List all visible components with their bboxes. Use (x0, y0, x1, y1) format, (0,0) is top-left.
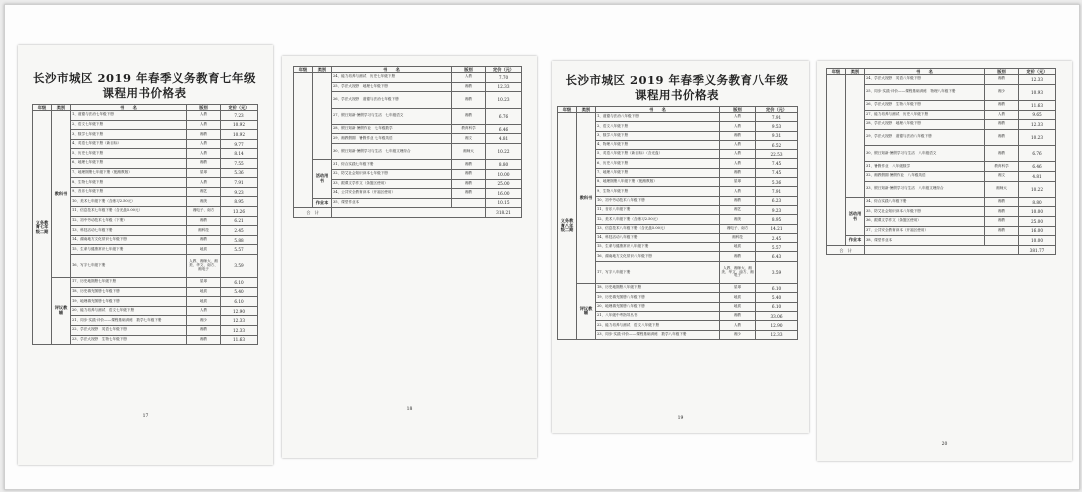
book-title: 19、历史填充图册八年级下册 (596, 293, 720, 302)
book-publisher: 人教 (720, 140, 756, 149)
book-title: 38、课堂作业本 (865, 236, 985, 246)
book-price: 9.65 (1019, 110, 1056, 120)
book-price: 12.90 (756, 321, 798, 330)
book-publisher: 湘科技 (187, 226, 221, 236)
book-title: 18、历史地图册八年级下册 (596, 284, 720, 293)
book-price: 6.10 (221, 277, 258, 287)
category-label: 评议教辅 (577, 284, 596, 340)
book-publisher: 人教 (187, 111, 221, 121)
header-price: 定价（元） (221, 105, 258, 111)
page-subtitle: 课程用书价格表 (635, 88, 719, 102)
book-publisher: 湘师大 (985, 181, 1019, 197)
book-publisher: 湘少 (985, 84, 1019, 100)
book-price: 8.80 (486, 160, 522, 170)
book-title: 28、学法大视野 地理八年级下册 (865, 120, 985, 130)
book-publisher: 湘教 (985, 100, 1019, 110)
book-price: 10.15 (486, 198, 522, 208)
book-publisher: 湘教 (985, 226, 1019, 236)
book-price: 12.33 (756, 330, 798, 339)
book-title: 27、能力培养与测试 历史八年级下册 (865, 110, 985, 120)
book-title: 3、数学七年级下册 (71, 130, 187, 140)
book-publisher: 湘教 (187, 158, 221, 168)
book-publisher: 湘教 (720, 168, 756, 177)
book-publisher: 湘教 (985, 120, 1019, 130)
book-price: 9.31 (756, 131, 798, 140)
book-price: 3.59 (756, 261, 798, 283)
book-title: 6、历史八年级下册 (596, 159, 720, 168)
table-row (827, 75, 1056, 85)
book-publisher: 地质 (187, 245, 221, 255)
book-publisher: 星球 (187, 168, 221, 178)
book-price: 7.91 (756, 113, 798, 122)
book-price: 16.00 (1019, 226, 1056, 236)
header-title: 书 名 (865, 69, 985, 75)
book-price: 6.46 (486, 124, 522, 134)
book-publisher: 人教、湘师大、湘美、华文、南方、湘电子 (187, 254, 221, 277)
book-publisher: 地质 (187, 297, 221, 307)
book-publisher: 地质 (720, 243, 756, 252)
header-category: 类别 (52, 105, 71, 111)
table-row (33, 111, 258, 121)
book-publisher: 星球 (187, 277, 221, 287)
book-publisher: 地质 (720, 293, 756, 302)
book-publisher: 湘教 (452, 92, 486, 108)
header-price: 定价（元） (756, 107, 798, 113)
price-table (557, 106, 798, 340)
book-title: 4、物理八年级下册 (596, 140, 720, 149)
page-17 (18, 45, 273, 465)
book-title: 27、假日知新·暑假学习与生活 七年级语文 (332, 108, 452, 124)
book-publisher: 湘文 (985, 171, 1019, 181)
book-publisher: 湘教 (187, 130, 221, 140)
total-row (294, 208, 522, 218)
book-title: 31、暑假作业 八年级数学 (865, 162, 985, 172)
category-label: 活动用书 (846, 197, 865, 235)
book-price: 6.21 (221, 216, 258, 226)
book-title: 30、假日知新·暑假学习与生活 八年级语文 (865, 146, 985, 162)
total-label: 合 计 (294, 208, 332, 218)
book-title: 37、公共安全教育读本（开福区使用） (865, 226, 985, 236)
header-title: 书 名 (332, 67, 452, 73)
header-price: 定价（元） (1019, 69, 1056, 75)
book-price: 10.92 (221, 130, 258, 140)
book-title: 16、写字七年级下册 (71, 254, 187, 277)
page-number: 20 (941, 442, 948, 447)
book-price: 6.76 (486, 108, 522, 124)
book-title: 35、课堂作业本 (332, 198, 452, 208)
table-row (33, 277, 258, 287)
book-title: 25、学法大视野 地理七年级下册 (332, 82, 452, 92)
book-price: 13.26 (221, 206, 258, 216)
table-row (558, 113, 798, 122)
book-price: 7.45 (756, 159, 798, 168)
book-price: 5.88 (221, 235, 258, 245)
category-label: 教科书 (52, 111, 71, 278)
book-price: 12.33 (1019, 75, 1056, 85)
book-title: 26、学法大视野 生物八年级下册 (865, 100, 985, 110)
header-title: 书 名 (596, 107, 720, 113)
total-row (827, 245, 1056, 255)
book-publisher: 人教 (187, 139, 221, 149)
book-title: 32、湘教假期 暑假作业 八年级英语 (865, 171, 985, 181)
header-price: 定价（元） (486, 67, 522, 73)
book-title: 29、学法大视野 道德与法治八年级下册 (865, 129, 985, 145)
book-title: 21、八年级中考指导丛书 (596, 311, 720, 320)
book-price: 12.33 (486, 82, 522, 92)
book-publisher: 湘艺 (187, 187, 221, 197)
book-title: 4、英语七年级下册（新目标） (71, 139, 187, 149)
book-publisher: 人教 (985, 110, 1019, 120)
book-publisher: 人教、湘师大、湘美、华文、南方、湘电子 (720, 261, 756, 283)
book-publisher: 人教 (720, 159, 756, 168)
book-price: 5.36 (756, 178, 798, 187)
book-price: 2.45 (756, 233, 798, 242)
total-spacer (865, 245, 1019, 255)
book-title: 34、综合实践八年级下册 (865, 197, 985, 207)
book-price: 14.21 (756, 224, 798, 233)
book-title: 31、综合实践七年级下册 (332, 160, 452, 170)
book-price: 6.10 (756, 284, 798, 293)
table-row (294, 160, 522, 170)
book-title: 12、初中劳动技术七年级（下册） (71, 216, 187, 226)
page-number: 19 (677, 416, 684, 421)
book-price: 2.45 (221, 226, 258, 236)
total-value: 318.21 (486, 208, 522, 218)
book-price: 6.43 (756, 252, 798, 261)
category-label: 活动用书 (313, 160, 332, 198)
book-publisher: 湘教 (452, 82, 486, 92)
book-price: 5.40 (756, 293, 798, 302)
book-title: 23、学法大视野 生物七年级下册 (71, 335, 187, 345)
book-title: 11、音乐八年级下册 (596, 205, 720, 214)
book-title: 13、信息技术八年级下册（含光盘5.00元） (596, 224, 720, 233)
book-price: 9.77 (221, 139, 258, 149)
book-title: 5、英语八年级下册（新目标）（含光盘） (596, 150, 720, 159)
book-price: 10.00 (1019, 236, 1056, 246)
table-row (294, 198, 522, 208)
book-publisher (452, 198, 486, 208)
book-title: 7、地理八年级下册 (596, 168, 720, 177)
book-price: 4.81 (486, 134, 522, 144)
page-number: 17 (142, 414, 149, 419)
book-publisher: 湘教 (720, 131, 756, 140)
book-title: 32、防艾社会知识读本七年级下册 (332, 169, 452, 179)
book-price: 9.23 (756, 205, 798, 214)
book-publisher: 湘教 (452, 179, 486, 189)
header-category: 类别 (577, 107, 596, 113)
book-title: 10、初中劳动技术八年级下册 (596, 196, 720, 205)
book-publisher (985, 236, 1019, 246)
book-publisher: 湘教 (985, 129, 1019, 145)
book-title: 17、写字八年级下册 (596, 261, 720, 283)
category-cell (846, 75, 865, 198)
book-publisher: 湘教 (985, 217, 1019, 227)
book-title: 10、美术七年级下册（含练习2.50元） (71, 197, 187, 207)
book-title: 30、假日知新·暑假学习与生活 七年级文理综合 (332, 144, 452, 160)
book-price: 10.23 (1019, 129, 1056, 145)
book-price: 10.22 (1019, 181, 1056, 197)
book-publisher: 湘教 (985, 207, 1019, 217)
book-price: 25.00 (1019, 217, 1056, 227)
book-title: 6、地理七年级下册 (71, 158, 187, 168)
book-price: 12.90 (221, 306, 258, 316)
book-price: 11.63 (1019, 100, 1056, 110)
book-price: 10.23 (486, 92, 522, 108)
grade-label: 义务教育七年级二期 (33, 111, 52, 345)
book-price: 6.76 (1019, 146, 1056, 162)
book-title: 33、跟课文学作文（条篮区使用） (332, 179, 452, 189)
book-title: 14、科技活动八年级下册 (596, 233, 720, 242)
header-grade: 年级 (294, 67, 313, 73)
book-publisher: 地质 (187, 287, 221, 297)
book-title: 29、湘教假期 暑假作业 七年级英语 (332, 134, 452, 144)
book-title: 23、同步·实践·评价——课程基础训练 数学八年级下册 (596, 330, 720, 339)
book-publisher: 湘电子、南方 (187, 206, 221, 216)
book-price: 8.95 (756, 215, 798, 224)
grade-label: 义务教育八年级二期 (558, 113, 577, 340)
book-price: 4.81 (1019, 171, 1056, 181)
book-title: 19、地理填充图册七年级下册 (71, 297, 187, 307)
book-publisher: 湘师大 (452, 144, 486, 160)
book-publisher: 湘教 (452, 189, 486, 199)
book-price: 7.45 (756, 168, 798, 177)
book-publisher: 湘教 (187, 235, 221, 245)
grade-cell (827, 75, 846, 246)
book-title: 22、能力培养与测试 语文八年级下册 (596, 321, 720, 330)
book-price: 6.52 (756, 140, 798, 149)
book-price: 11.63 (221, 335, 258, 345)
header-category: 类别 (313, 67, 332, 73)
page-number: 18 (406, 407, 413, 412)
book-price: 10.00 (1019, 207, 1056, 217)
book-title: 5、历史七年级下册 (71, 149, 187, 159)
book-price: 5.40 (221, 287, 258, 297)
book-title: 8、生物七年级下册 (71, 178, 187, 188)
book-publisher: 湘教 (720, 196, 756, 205)
book-publisher: 星球 (720, 178, 756, 187)
header-publisher: 版别 (452, 67, 486, 73)
header-grade: 年级 (33, 105, 52, 111)
total-label: 合 计 (827, 245, 865, 255)
book-price: 10.92 (221, 120, 258, 130)
book-title: 1、道德与法治七年级下册 (71, 111, 187, 121)
price-table (293, 66, 522, 218)
book-price: 6.10 (756, 302, 798, 311)
book-title: 21、同步·实践·评价——课程基础训练 数学七年级下册 (71, 316, 187, 326)
book-price: 5.36 (221, 168, 258, 178)
book-price: 12.33 (221, 316, 258, 326)
book-publisher: 人教 (187, 178, 221, 188)
header-category: 类别 (846, 69, 865, 75)
book-publisher: 湘教 (452, 108, 486, 124)
book-publisher: 湘少 (720, 330, 756, 339)
book-title: 33、假日知新·暑假学习与生活 八年级文理综合 (865, 181, 985, 197)
book-publisher: 人教 (187, 120, 221, 130)
book-title: 12、美术八年级下册（含练习2.50元） (596, 215, 720, 224)
book-title: 1、道德与法治八年级下册 (596, 113, 720, 122)
book-price: 7.23 (221, 111, 258, 121)
total-value: 381.77 (1019, 245, 1056, 255)
grade-cell (294, 73, 313, 208)
page-title: 长沙市城区 2019 年春季义务教育八年级 (565, 73, 789, 87)
book-publisher: 教育科学 (452, 124, 486, 134)
book-title: 35、防艾社会知识读本八年级下册 (865, 207, 985, 217)
book-title: 36、跟课文学作文（条篮区使用） (865, 217, 985, 227)
book-price: 10.22 (486, 144, 522, 160)
price-table (32, 104, 258, 345)
table-row (827, 197, 1056, 207)
book-publisher: 人教 (452, 73, 486, 83)
total-spacer (332, 208, 486, 218)
book-title: 34、公共安全教育读本（开福区使用） (332, 189, 452, 199)
book-publisher: 湘艺 (720, 205, 756, 214)
book-title: 20、能力培养与测试 语文七年级下册 (71, 306, 187, 316)
category-cell (313, 73, 332, 160)
book-price: 3.59 (221, 254, 258, 277)
book-publisher: 湘教 (985, 197, 1019, 207)
book-price: 5.57 (221, 245, 258, 255)
book-title: 9、生物八年级下册 (596, 187, 720, 196)
book-publisher: 湘教 (720, 252, 756, 261)
category-label: 作业本 (313, 198, 332, 208)
book-publisher: 湘教 (452, 160, 486, 170)
book-title: 17、历史地图册七年级下册 (71, 277, 187, 287)
book-price: 22.53 (756, 150, 798, 159)
book-publisher: 湘教 (985, 75, 1019, 85)
photo-frame (4, 4, 1080, 490)
book-price: 16.00 (486, 189, 522, 199)
book-title: 13、科技活动七年级下册 (71, 226, 187, 236)
book-title: 3、数学八年级下册 (596, 131, 720, 140)
book-price: 5.57 (756, 243, 798, 252)
book-title: 15、生命与健康常识七年级下册 (71, 245, 187, 255)
table-row (558, 284, 798, 293)
book-title: 26、学法大视野 道德与法治七年级下册 (332, 92, 452, 108)
book-publisher: 人教 (187, 149, 221, 159)
book-title: 24、能力培养与测试 历史七年级下册 (332, 73, 452, 83)
book-title: 18、历史填充图册七年级下册 (71, 287, 187, 297)
book-publisher: 湘美 (187, 197, 221, 207)
header-publisher: 版别 (985, 69, 1019, 75)
book-publisher: 湘教 (187, 335, 221, 345)
header-publisher: 版别 (187, 105, 221, 111)
book-price: 25.00 (486, 179, 522, 189)
book-price: 33.06 (756, 311, 798, 320)
book-price: 12.33 (1019, 120, 1056, 130)
book-price: 8.80 (1019, 197, 1056, 207)
book-publisher: 湘教 (985, 146, 1019, 162)
table-row (827, 236, 1056, 246)
book-title: 11、信息技术七年级下册（含光盘5.00元） (71, 206, 187, 216)
book-publisher: 人教 (720, 321, 756, 330)
book-publisher: 湘电子、南方 (720, 224, 756, 233)
book-price: 12.33 (221, 325, 258, 335)
price-table (826, 68, 1056, 255)
book-title: 2、语文八年级下册 (596, 122, 720, 131)
book-publisher: 人教 (720, 122, 756, 131)
book-price: 6.23 (756, 196, 798, 205)
book-title: 28、假日知新 暑假作业 七年级数学 (332, 124, 452, 134)
book-publisher: 教育科学 (985, 162, 1019, 172)
book-publisher: 湘少 (187, 316, 221, 326)
book-publisher: 地质 (720, 302, 756, 311)
book-price: 6.10 (221, 297, 258, 307)
book-publisher: 湘教 (720, 311, 756, 320)
book-price: 9.53 (756, 122, 798, 131)
book-publisher: 湘教 (187, 325, 221, 335)
category-label: 教科书 (577, 113, 596, 284)
book-title: 16、湖南地方文化常识八年级下册 (596, 252, 720, 261)
category-label: 作业本 (846, 236, 865, 246)
book-title: 22、学法大视野 英语七年级下册 (71, 325, 187, 335)
book-publisher: 人教 (720, 113, 756, 122)
header-title: 书 名 (71, 105, 187, 111)
book-title: 8、地理图册八年级下册（配湘教版） (596, 178, 720, 187)
page-18 (282, 56, 537, 458)
book-price: 7.70 (486, 73, 522, 83)
page-title: 长沙市城区 2019 年春季义务教育七年级 (32, 71, 256, 85)
book-price: 6.46 (1019, 162, 1056, 172)
book-price: 7.91 (756, 187, 798, 196)
book-publisher: 人教 (187, 306, 221, 316)
book-title: 20、地理填充图册八年级下册 (596, 302, 720, 311)
book-publisher: 人教 (720, 187, 756, 196)
table-row (294, 73, 522, 83)
book-publisher: 湘科技 (720, 233, 756, 242)
book-price: 10.93 (1019, 84, 1056, 100)
book-publisher: 星球 (720, 284, 756, 293)
book-price: 10.00 (486, 169, 522, 179)
book-price: 9.23 (221, 187, 258, 197)
book-publisher: 湘教 (187, 216, 221, 226)
header-publisher: 版别 (720, 107, 756, 113)
page-subtitle: 课程用书价格表 (102, 86, 187, 100)
header-grade: 年级 (558, 107, 577, 113)
header-grade: 年级 (827, 69, 846, 75)
book-price: 8.14 (221, 149, 258, 159)
book-price: 7.55 (221, 158, 258, 168)
book-publisher: 湘文 (452, 134, 486, 144)
book-publisher: 湘教 (452, 169, 486, 179)
book-publisher: 人教 (720, 150, 756, 159)
book-title: 24、学法大视野 英语八年级下册 (865, 75, 985, 85)
book-title: 15、生命与健康常识八年级下册 (596, 243, 720, 252)
book-title: 7、地理图册七年级下册（配湘教版） (71, 168, 187, 178)
page-20 (817, 61, 1072, 461)
book-publisher: 湘美 (720, 215, 756, 224)
book-title: 2、语文七年级下册 (71, 120, 187, 130)
book-price: 7.91 (221, 178, 258, 188)
book-title: 25、同步·实践·评价——课程基础训练 物理八年级下册 (865, 84, 985, 100)
book-price: 8.95 (221, 197, 258, 207)
book-title: 14、湖南地方文化常识七年级下册 (71, 235, 187, 245)
page-19 (552, 61, 809, 433)
book-title: 9、音乐七年级下册 (71, 187, 187, 197)
category-label: 评议教辅 (52, 277, 71, 344)
